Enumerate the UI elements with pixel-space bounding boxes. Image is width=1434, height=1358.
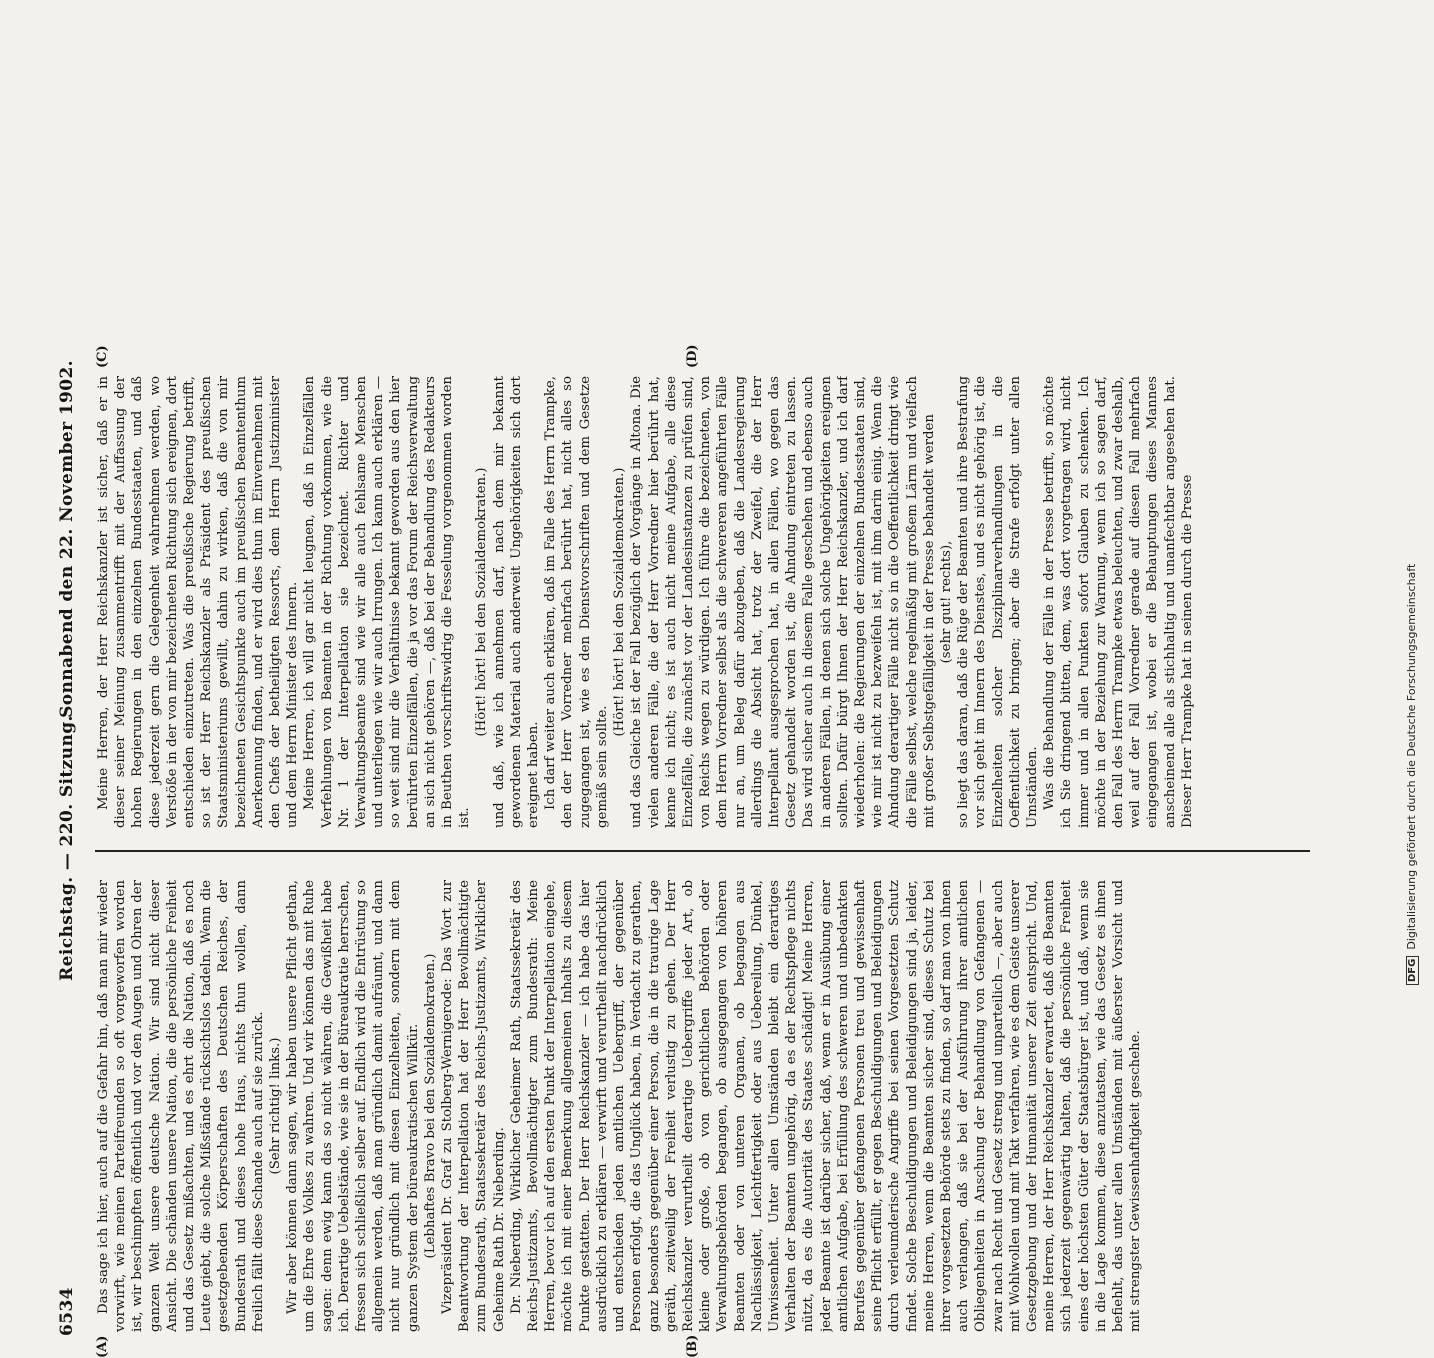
paragraph: Das sage ich hier, auch auf die Gefahr hin, daß man mir wieder vorwirft, wie meinen Parteifreunden so oft vorgeworfen worden ist, wir beschimpften öffentlich und vor den Augen und Ohren der ganzen Welt unsere deutsche Nation. Wir sind nicht dieser Ansicht. Die schänden unsere Nation, die die persönliche Freiheit und das Gesetz mißachten, und es ehrt die Nation, daß es noch Leute giebt, die solche Mißstände rücksichtslos tadeln. Wenn die gesetzgebenden Körperschaften des Deutschen Reiches, der Bundesrath und dieses hohe Haus, nichts thun wollen, dann freilich fällt diese Schande auch auf sie zurück. [96,880,266,1332]
paragraph: so liegt das daran, daß die Rüge der Beamten und ihre Bestrafung vor sich geht im Innern des Dienstes, und es nicht gehörig ist, die Einzelheiten solcher Disziplinarverhandlungen in die Oeffentlichkeit zu bringen; aber die Strafe erfolgt unter allen Umständen. [956,376,1040,828]
paragraph: Meine Herren, der Herr Reichskanzler ist sicher, daß er in dieser seiner Meinung zusammentrifft mit der Auffassung der hohen Regierungen in den einzelnen Bundesstaaten, und daß diese jederzeit gern die Gelegenheit wahrnehmen werden, wo Verstöße in der von mir bezeichneten Richtung sich ereignen, dort entschieden einzutreten. Was die preußische Regierung betrifft, so ist der Herr Reichskanzler als Präsident des preußischen Staatsministeriums gewillt, dahin zu wirken, daß die von mir bezeichneten Gesichtspunkte auch im preußischen Beamtenthum Anerkennung finden, und er wird dies thun im Einvernehmen mit den Chefs der betheiligten Ressorts, dem Herrn Justizminister und dem Herrn Minister des Innern. [96,376,301,828]
margin-marker-c: (C) [95,345,110,368]
left-column [95,880,1315,1332]
interjection: (Hört! hört! bei den Sozialdemokraten.) [474,467,490,737]
session-title: Reichstag. — 220. Sitzung. [57,715,77,981]
page-header [57,348,85,1348]
margin-marker-d: (D) [685,344,700,368]
credit-text: Digitalisierung gefördert durch die Deutsche Forschungsgemeinschaft [1405,563,1418,950]
paragraph: und daß, wie ich annehmen darf, nach dem mir bekannt gewordenen Material auch anderweit Ungehörigkeiten sich dort ereignet haben. [491,376,542,828]
newspaper-page [45,344,1345,1358]
digitization-credit [1405,0,1425,985]
margin-marker-b: (B) [685,1334,700,1358]
interjection: (sehr gut! rechts), [938,540,954,664]
dfg-logo: DFG [1406,956,1419,985]
column-divider [95,850,1310,852]
interjection: (Hört! hört! bei den Sozialdemokraten.) [612,467,628,737]
paragraph: Wir aber können dann sagen, wir haben unsere Pflicht gethan, um die Ehre des Volkes zu wahren. Und wir können das mit Ruhe sagen: denn ewig kann das so nicht währen, die Gewißheit habe ich. Derartige Uebelstände, wie sie in der Büreaukratie herrschen, fressen sich schließlich selber auf. Endlich wird die Entrüstung so allgemein werden, daß man gründlich damit aufräumt, und dann nicht nur gründlich mit diesen Einzelheiten, sondern mit dem ganzen System der büreaukratischen Willkür. [285,880,421,1332]
page-number: 6534 [57,1287,77,1336]
session-date: Sonnabend den 22. November 1902. [57,360,77,718]
paragraph: Dr. Nieberding, Wirklicher Geheimer Rath, Staatssekretär des Reichs-Justizamts, Bevollmächtigter zum Bundesrath: Meine Herren, bevor ich auf den ersten Punkt der Interpellation eingehe, möchte ich mit einer Bemerkung allgemeinen Inhalts zu diesem Punkte gestatten. Der Herr Reichskanzler — ich habe das hier ausdrücklich zu erklären — verwirft und verurtheilt nachdrücklich und entschieden jeden amtlichen Uebergriff, der gegenüber Personen erfolgt, die das Unglück haben, in Verdacht zu gerathen, ganz besonders gegenüber einer Person, die in die traurige Lage geräth, zeitweilig der Freiheit verlustig zu gehen. Der Herr Reichskanzler verurtheilt derartige Uebergriffe jeder Art, ob kleine oder große, ob von gerichtlichen Behörden oder Verwaltungsbehörden begangen, ob ausgegangen von höheren Beamten oder von unteren Organen, ob begangen aus Nachlässigkeit, Leichtfertigkeit oder aus Uebereilung, Dünkel, Unwissenheit. Unter allen Umständen bleibt ein derartiges Verhalten der Beamten ungehörig, da es der Rechtspflege nichts nützt, da es die Autorität des Staates schädigt! Meine Herren, jeder Beamte ist darüber sicher, daß, wenn er in Ausübung einer amtlichen Aufgabe, bei Erfüllung des schweren und unbedankten Berufes gegenüber gefangenen Personen treu und gewissenhaft seine Pflicht erfüllt, er gegen Beschuldigungen und Beleidigungen durch verleumderische Angriffe bei seinen Vorgesetzten Schutz findet. Solche Beschuldigungen und Beleidigungen sind ja, leider, meine Herren, wenn die Beamten sicher sind, dieses Schutz bei ihrer vorgesetzten Behörde stets zu finden, so darf man von ihnen auch verlangen, daß sie bei der Ausführung ihrer amtlichen Obliegenheiten in Anschung der Behandlung von Gefangenen — zwar nach Recht und Gesetz streng und unparteilich —, aber auch mit Wohlwollen und mit Takt verfahren, wie es dem Geiste unserer Gesetzgebung und der Humanität unserer Zeit entspricht. Und, meine Herren, der Herr Reichskanzler erwartet, daß die Beamten sich jederzeit gegenwärtig halten, daß die persönliche Freiheit eines der höchsten Güter der Staatsbürger ist, und daß, wenn sie in die Lage kommen, diese anzutasten, wie das Gesetz es ihnen befiehlt, das unter allen Umständen mit äußerster Vorsicht und mit strengster Gewissenhaftigkeit geschehe. [508,880,1144,1332]
margin-marker-a: (A) [95,1335,110,1358]
interjection: (Sehr richtig! links.) [268,1037,284,1175]
paragraph: Was die Behandlung der Fälle in der Presse betrifft, so möchte ich Sie dringend bitten, dem, was dort vorgetragen wird, nicht immer und in allen Punkten sofort Glauben zu schenken. Ich möchte in der Beziehung zur Warnung, wenn ich so sagen darf, den Fall des Herrn Trampke etwas beleuchten, und zwar deshalb, weil auf der Fall Vorredner gerade auf diesen Fall mehrfach eingegangen ist, wobei er die Behauptungen dieses Mannes anscheinend alle als stichhaltig und unanfechtbar angesehen hat. Dieser Herr Trampke hat in seinen durch die Presse [1042,376,1195,828]
interjection: (Lebhaftes Bravo bei den Sozialdemokraten.) [422,953,438,1259]
paragraph: Ich darf weiter auch erklären, daß im Falle des Herrn Trampke, den der Herr Vorredner mehrfach berührt hat, nicht alles so zugegangen ist, wie es den Dienstvorschriften und dem Gesetze gemäß sein sollte. [543,376,610,828]
paragraph: Meine Herren, ich will gar nicht leugnen, daß in Einzelfällen Verfehlungen von Beamten in der Richtung vorkommen, wie die Nr. 1 der Interpellation sie bezeichnet. Richter und Verwaltungsbeamte sind wie wir alle auch fehlsame Menschen und unterliegen wie wir auch Irrungen. Ich kann auch erklären — so weit sind mir die Verhältnisse bekannt geworden aus den hier berührten Einzelfällen, die ja vor das Forum der Reichsverwaltung an sich nicht gehören —, daß bei der Behandlung des Redakteurs in Beuthen vorschriftswidrig die Fesselung vorgenommen worden ist. [302,376,473,828]
paragraph: und das Gleiche ist der Fall bezüglich der Vorgänge in Altona. Die vielen anderen Fälle, die der Herr Vorredner hier berührt hat, kenne ich nicht; es ist auch nicht meine Aufgabe, alle diese Einzelfälle, die zunächst vor der Landesinstanzen zu prüfen sind, von Reichs wegen zu würdigen. Ich führe die bezeichneten, von dem Herrn Vorredner selbst als die schwereren angeführten Fälle nur an, um Beleg dafür abzugeben, daß die Landesregierung allerdings die Absicht hat, trotz der Zweifel, die der Herr Interpellant ausgesprochen hat, in allen Fällen, wo gegen das Gesetz gehandelt worden ist, die Ahndung eintreten zu lassen. Das wird sicher auch in diesem Falle geschehen und ebenso auch in anderen Fällen, in denen sich solche Ungehörigkeiten ereignen sollten. Dafür bürgt Ihnen der Herr Reichskanzler, und ich darf wiederholen: die Regierungen der einzelnen Bundesstaaten sind, wie mir ist nicht zu bezweifeln ist, mit ihm darin einig. Wenn die Ahndung derartiger Fälle nicht so in die Oeffentlichkeit dringt wie die Fälle selbst, welche regelmäßig mit großem Lärm und vielfach mit großer Selbstgefälligkeit in der Presse behandelt werden [629,376,937,828]
right-column [95,376,1315,828]
paragraph: Vizepräsident Dr. Graf zu Stolberg-Wernigerode: Das Wort zur Beantwortung der Interpellation hat der Herr Bevollmächtigte zum Bundesrath, Staatssekretär des Reichs-Justizamts, Wirklicher Geheime Rath Dr. Nieberding. [440,880,507,1332]
